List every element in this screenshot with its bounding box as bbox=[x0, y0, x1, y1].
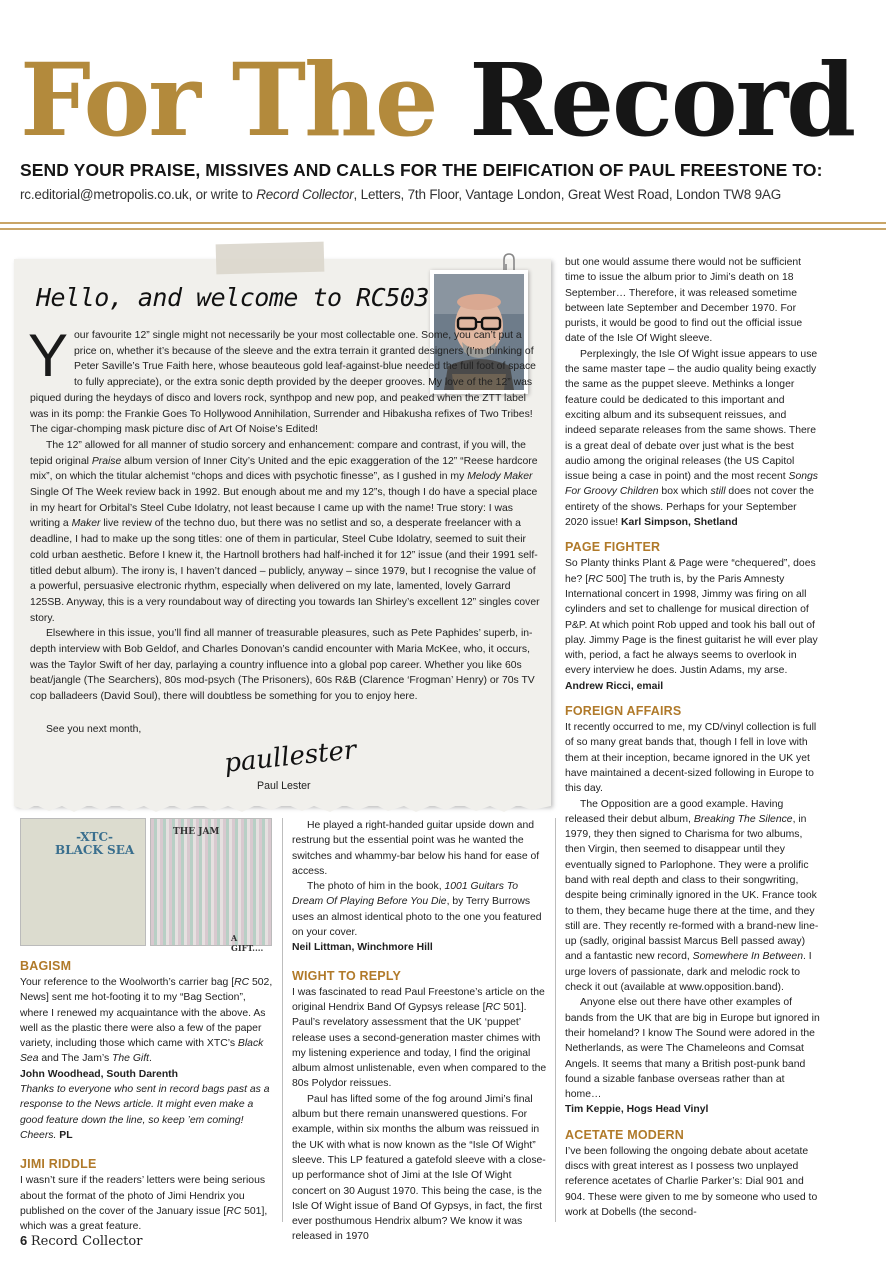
letter-text: 501]. Paul’s revelatory assessment that the UK ‘puppet’ release uses a second-generation master chimes with my listening experience and today, I find the original album almost unlistenable, even when compared to the 80s Polydor reissues. bbox=[292, 1001, 547, 1090]
letter-text: 500] The truth is, by the Paris Amnesty International concert in 1998, Jimmy was firing on all cylinders and set to challenge for musical direction of P&P. At which point Rob upped and took his ball out of play. Jimmy Page is the finest guitarist he will ever play with, period, a fact he always seems to overlook in every interview he does. Justin Adams, my arse. bbox=[565, 573, 818, 677]
bag-label: THE JAM bbox=[173, 827, 220, 837]
letter-signature: Tim Keppie, Hogs Head Vinyl bbox=[565, 1104, 709, 1116]
column-divider bbox=[555, 818, 556, 1222]
letter-text: . bbox=[149, 1053, 152, 1065]
letter-text: 501], which was a great feature. bbox=[20, 1205, 268, 1233]
letter-signature: Karl Simpson, Shetland bbox=[621, 517, 738, 529]
letter-text: , in 1979, they then signed to Charisma for two albums, then Virgin, then seemed to disappear until they eventually signed to Parlophone. They were a prolific band with real depth and class to their songwriting, despite being criminally ignored in the UK. France took to them, they became huge there at the time, and they still are. They recently re-formed with a brand-new line-up (sadly, original bassist Marcus Bell passed away) and a fantastic new record, bbox=[565, 813, 819, 963]
editor-signature: paullester bbox=[222, 735, 358, 779]
letter-text-italic: Breaking The Silence bbox=[693, 813, 793, 825]
editor-reply bbox=[20, 1082, 276, 1143]
letter-text: I wasn’t sure if the readers’ letters were being serious about the format of the photo of Jimi Hendrix you published on the cover of the January issue [ bbox=[20, 1175, 266, 1217]
letter-heading: ACETATE MODERN bbox=[565, 1127, 684, 1142]
handwritten-greeting: Hello, and welcome to RC503 bbox=[36, 283, 429, 312]
letter-heading: JIMI RIDDLE bbox=[20, 1157, 97, 1172]
letter-text: I was fascinated to read Paul Freestone’s article on the original Hendrix Band Of Gypsys release [ bbox=[292, 986, 545, 1013]
letter-paragraph: but one would assume there would not be sufficient time to issue the album prior to Jimi’s death on 18 September… Therefore, it was released sometime between late September and December 1970. For purists, it would be good to find out the official issue date of the Isle Of Wight sleeve. bbox=[565, 257, 803, 345]
editor-text-span: live review of the techno duo, but there was no setlist and so, a desperate freelancer with a deadline, I had to make up the song titles: one of them in particular, Steel Cube Idolatry, seemed to suit their cold urban aesthetic. Before I knew it, the Hartnoll brothers had half-inched it for 12” issue (and their 1991 self-titled debut album). The irony is, I haven’t danced – publicly, anyway – since 1979, but I recognise the value of a powerful, persuasive electronic rhythm, especially when delivered on my late, lamented, lovely Garrard 125SB. Anyway, this is a very roundabout way of directing you towards Ian Shirley’s excellent 12” singles cover story. bbox=[30, 518, 540, 624]
letter-heading: PAGE FIGHTER bbox=[565, 540, 661, 555]
letter-paragraph bbox=[565, 347, 820, 531]
title-for-the: For The bbox=[20, 41, 437, 159]
letter-paragraph bbox=[565, 556, 820, 678]
letter-text: So Planty thinks Plant & Page were “chequered”, does he? [ bbox=[565, 558, 816, 585]
divider-rule bbox=[0, 228, 886, 230]
editor-text-span: The 12” allowed for all manner of studio sorcery and enhancement: compare and contrast, if you will, the tepid original bbox=[30, 439, 526, 467]
letter-text: 502, News] sent me hot-footing it to my “Bag Section”, where I renewed my acquaintance with the above. As well as the plastic there were also a few of the paper variety, including those which came with XTC’s bbox=[20, 977, 273, 1050]
editor-paragraph: Elsewhere in this issue, you’ll find all manner of treasurable pleasures, such as Pete Paphides’ superb, in-depth interview with Bob Geldof, and Charles Donovan’s candid encounter with Maria McKee, who, it occurs, was the Taylor Swift of her day, parlaying a country influence into a global pop career. Whether you like 60s beat/jangle (The Searchers), 80s mod-psych (The Prisoners), 60s R&B (Clarence ‘Frogman’ Henry) or 70s TV cop balladeers (David Soul), there will doubtless be something for you to enjoy here. bbox=[30, 628, 535, 703]
letter-text: Your reference to the Woolworth’s carrier bag [ bbox=[20, 977, 235, 988]
divider-rule bbox=[0, 222, 886, 224]
bag-label: A GIFT.... bbox=[231, 933, 264, 953]
letter-paragraph: I’ve been following the ongoing debate about acetate discs with great interest as I possess two unplayed reference acetates of Charlie Parker’s: Dial 901 and 904. These were given to me by someone who used to work at Dobells (the second- bbox=[565, 1145, 818, 1218]
letter-text-italic: RC bbox=[234, 977, 250, 988]
editor-reply-text: Thanks to everyone who sent in record bags past as a response to the News article. It might even make a good feature down the line, so keep ’em coming! Cheers. bbox=[20, 1084, 270, 1141]
sign-off: See you next month, bbox=[46, 724, 142, 735]
page-number: 6 bbox=[20, 1233, 28, 1248]
contact-email: rc.editorial@metropolis.co.uk, or write to bbox=[20, 187, 257, 202]
editor-name: Paul Lester bbox=[257, 780, 311, 792]
letter-text-italic: RC bbox=[588, 573, 604, 585]
title-record: Record bbox=[469, 41, 855, 159]
address-postal: , Letters, 7th Floor, Vantage London, Great West Road, London TW8 9AG bbox=[353, 187, 781, 202]
page-subheading: SEND YOUR PRAISE, MISSIVES AND CALLS FOR THE DEIFICATION OF PAUL FREESTONE TO: bbox=[20, 160, 823, 180]
letter-signature: John Woodhead, South Darenth bbox=[20, 1068, 178, 1080]
editor-text-italic: Praise bbox=[91, 455, 122, 467]
letter-text: box which bbox=[658, 486, 711, 498]
editor-paragraph-text: our favourite 12” single might not necessarily be your most collectable one. Some, you can’t put a price on, whether it’s because of the sleeve and the extra terrain it granted designers (I’m thinking of Peter Saville’s True Faith here, whose beauteous gold leaf-against-blue needed the full foot of space to fully appreciate), or the extra sonic depth provided by the deeper grooves. My love of the 12” was piqued during the heydays of disco and lovers rock, synthpop and new pop, and peaked when the ZTT label was in its pomp: the Frankie Goes To Hollywood Annihilation, Surrender and Hibakusha refixes of Two Tribes! The cigar-chomping mask picture disc of Art Of Noise’s Edited! bbox=[30, 330, 536, 436]
letter-text-italic: Songs For Groovy Children bbox=[565, 471, 818, 498]
letter-paragraph bbox=[292, 985, 548, 1092]
editor-text-span: album version of Inner City’s United and the epic exaggeration of the 12” “Reese hardcore mix”, on which the titular alchemist “chops and dices with psychotic finesse”, as I gushed in my bbox=[30, 455, 538, 483]
page-footer bbox=[20, 1233, 142, 1249]
letter-text-italic: still bbox=[710, 486, 726, 498]
bag-label: -XTC- BLACK SEA bbox=[55, 830, 135, 857]
letter-text-italic: Black Sea bbox=[20, 1038, 264, 1065]
tape-strip bbox=[216, 242, 325, 275]
editor-paragraph bbox=[28, 322, 542, 438]
editor-initials: PL bbox=[59, 1129, 73, 1141]
letter-paragraph bbox=[292, 879, 548, 940]
letter-paragraph bbox=[20, 975, 276, 1067]
editor-text-italic: Maker bbox=[71, 518, 101, 530]
editor-text-italic: Melody Maker bbox=[467, 471, 533, 483]
letter-text-italic: The Gift bbox=[112, 1053, 150, 1065]
letters-column-1 bbox=[20, 958, 276, 1234]
letter-paragraph: Paul has lifted some of the fog around Jimi’s final album but there remain unanswered questions. For example, within six months the album was reissued in the UK with what is now known as the “Isle Of Wight” sleeve. This LP featured a gatefold sleeve with a close-up performance shot of Jimi at the Isle Of Wight concert on 30 August 1970. This being the case, is the Isle Of Wight issue of Band Of Gypsys, in fact, the first ever posthumous Hendrix album? We know it was released in 1970 bbox=[292, 1093, 546, 1243]
letter-text-italic: Somewhere In Between bbox=[692, 951, 803, 963]
xtc-bag-image bbox=[20, 818, 146, 946]
letter-text-italic: RC bbox=[485, 1001, 501, 1013]
column-divider bbox=[282, 818, 283, 1222]
editor-paragraph bbox=[30, 438, 542, 626]
letter-heading: WIGHT TO REPLY bbox=[292, 968, 402, 983]
letter-paragraph: He played a right-handed guitar upside down and restrung but the essential point was he wanted the switches and whammy-bar below his hand for ease of access. bbox=[292, 820, 540, 877]
letter-paragraph: Anyone else out there have other examples of bands from the UK that are big in Europe but ignored in their homeland? I know The Sound were adored in the Netherlands, as were The Chameleons and Comsat Angels. It seems that many a British post-punk band found a sizable fanbase overseas rather than at home… bbox=[565, 997, 820, 1101]
letter-text: The photo of him in the book, bbox=[307, 881, 445, 893]
jam-bag-image bbox=[150, 818, 272, 953]
letter-text-italic: 1001 Guitars To Dream Of Playing Before You Die bbox=[292, 881, 519, 908]
letters-column-2 bbox=[292, 818, 548, 1245]
letter-paragraph bbox=[565, 797, 820, 996]
page-title bbox=[20, 41, 855, 159]
letter-text: , by Terry Burrows uses an almost identical photo to the one you featured on your cover. bbox=[292, 896, 542, 939]
letter-paragraph: It recently occurred to me, my CD/vinyl collection is full of so many great bands that, though I fell in love with them at their inception, became ignored in the UK yet have maintained a decent-sized following in Europe to this day. bbox=[565, 722, 817, 795]
letters-column-3 bbox=[565, 255, 820, 1220]
publication-name: Record Collector bbox=[30, 1234, 143, 1249]
editor-text-span: Single Of The Week review back in 1992. But enough about me and my 12”s, though I do have a special place in my heart for Orbital’s Steel Cube Idolatry, not least because I came up with the name! True story: I was writing a bbox=[30, 487, 538, 530]
letter-signature: Neil Littman, Winchmore Hill bbox=[292, 942, 433, 954]
letter-signature: Andrew Ricci, email bbox=[565, 680, 664, 692]
letter-text: . I urge lovers of passionate, dark and melodic rock to check it out (available at www.opposition.band). bbox=[565, 951, 812, 994]
letter-text-italic: RC bbox=[226, 1205, 242, 1217]
address-magazine: Record Collector bbox=[256, 187, 354, 202]
drop-cap: Y bbox=[28, 322, 69, 389]
letter-paragraph bbox=[20, 1173, 276, 1234]
letter-text: and The Jam’s bbox=[38, 1053, 113, 1065]
letter-text: Perplexingly, the Isle Of Wight issue appears to use the same master tape – the audio quality being exactly the same as the puppet sleeve. Methinks a longer feature could be dedicated to this important and exciting album and its subsequent reissues, and indeed separate releases from the same shows. There is a great deal of debate over just what is the best audio among the original releases (the US Capitol issue being a case in point) and the most recent bbox=[565, 348, 818, 483]
torn-edge bbox=[14, 800, 551, 814]
letter-heading: FOREIGN AFFAIRS bbox=[565, 704, 682, 719]
letter-text: The Opposition are a good example. Having released their debut album, bbox=[565, 798, 784, 825]
letter-text: does not cover the entirety of the shows. Perhaps for your September 2020 issue! bbox=[565, 486, 814, 529]
editor-letter bbox=[28, 322, 542, 705]
contact-address bbox=[20, 186, 870, 204]
letter-heading: BAGISM bbox=[20, 959, 72, 973]
